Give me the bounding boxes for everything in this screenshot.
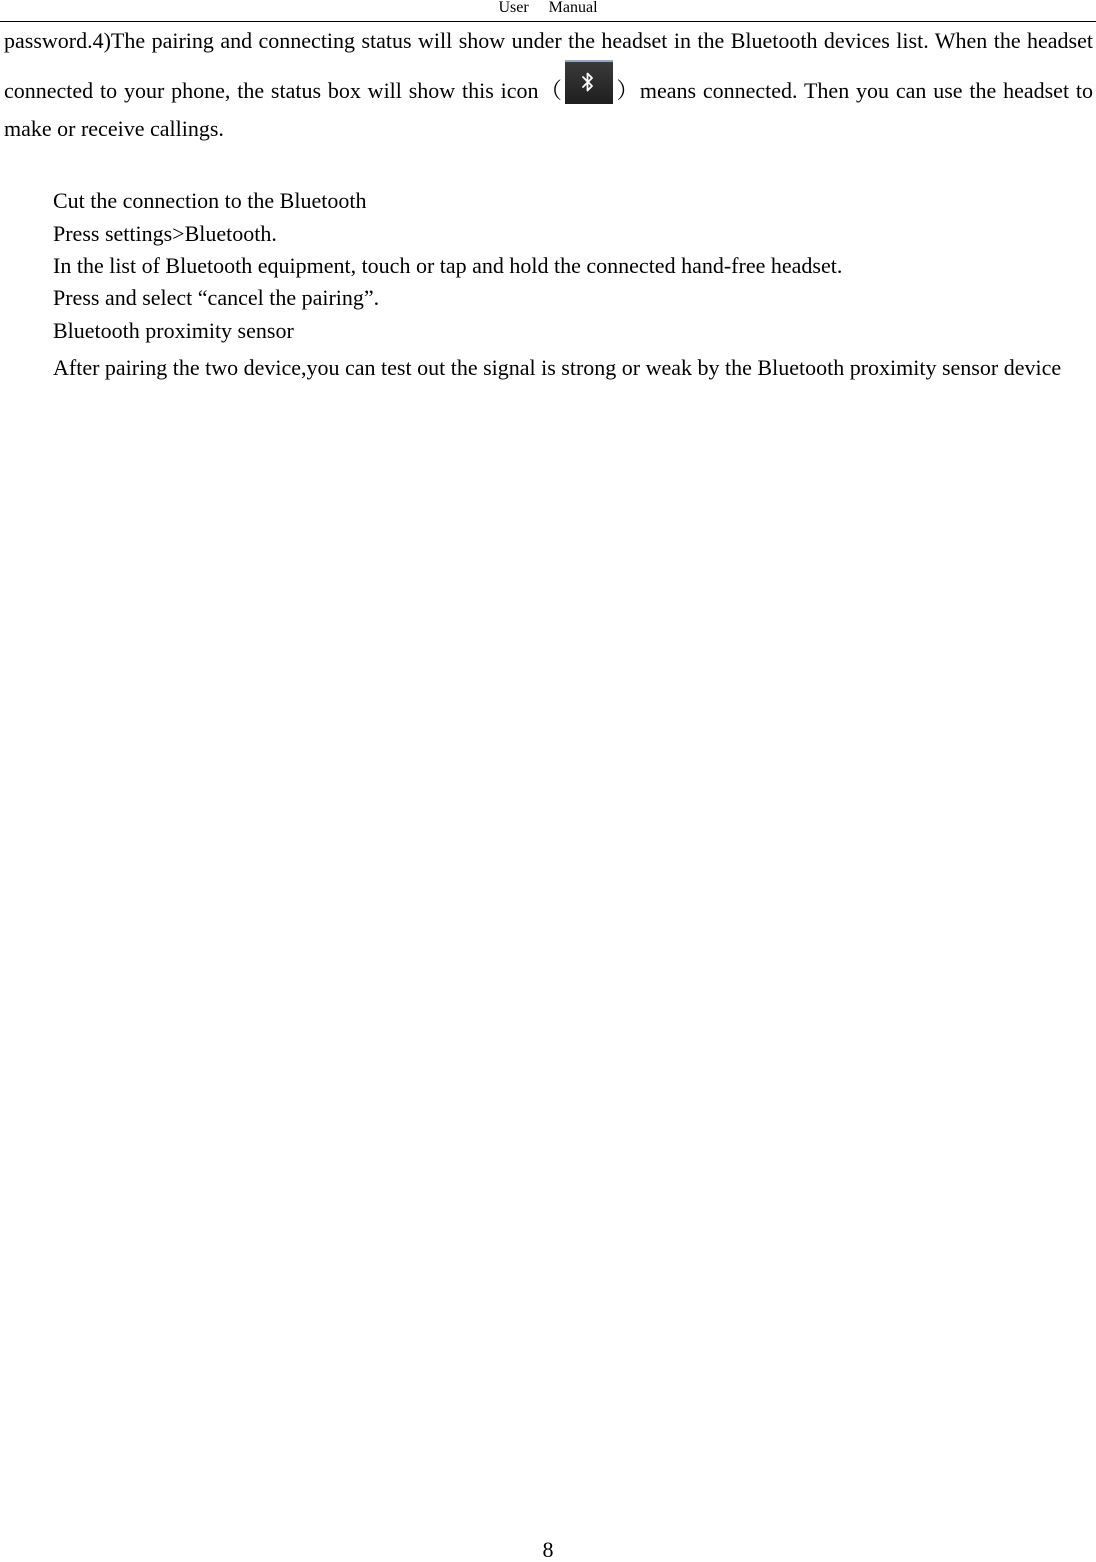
heading-proximity-sensor: Bluetooth proximity sensor (53, 318, 294, 343)
bluetooth-icon (565, 60, 613, 104)
heading-cut-connection: Cut the connection to the Bluetooth (53, 188, 367, 213)
body-paragraph-pairing-status (4, 22, 1093, 148)
header-title-manual: Manual (548, 0, 598, 16)
page-header (0, 0, 1096, 22)
step-cancel-pairing: Press and select “cancel the pairing”. (53, 285, 380, 310)
body-paragraph-proximity: After pairing the two device,you can test out the signal is strong or weak by the Bluetooth proximity sensor device (53, 355, 1062, 380)
paragraph-text-part1: password.4)The pairing and connecting status will show under the headset in the Bluetooth devices list. When the headset connected to your phone, the status box will show this icon（ (4, 28, 1093, 103)
header-title-user: User (498, 0, 529, 16)
paragraph-text-part2: ）means connected. Then you can use the headset to make or receive callings. (4, 78, 1093, 141)
page-number: 8 (542, 1537, 554, 1562)
step-touch-hold-headset: In the list of Bluetooth equipment, touch or tap and hold the connected hand-free headset. (53, 253, 843, 278)
step-press-settings: Press settings>Bluetooth. (53, 221, 277, 246)
